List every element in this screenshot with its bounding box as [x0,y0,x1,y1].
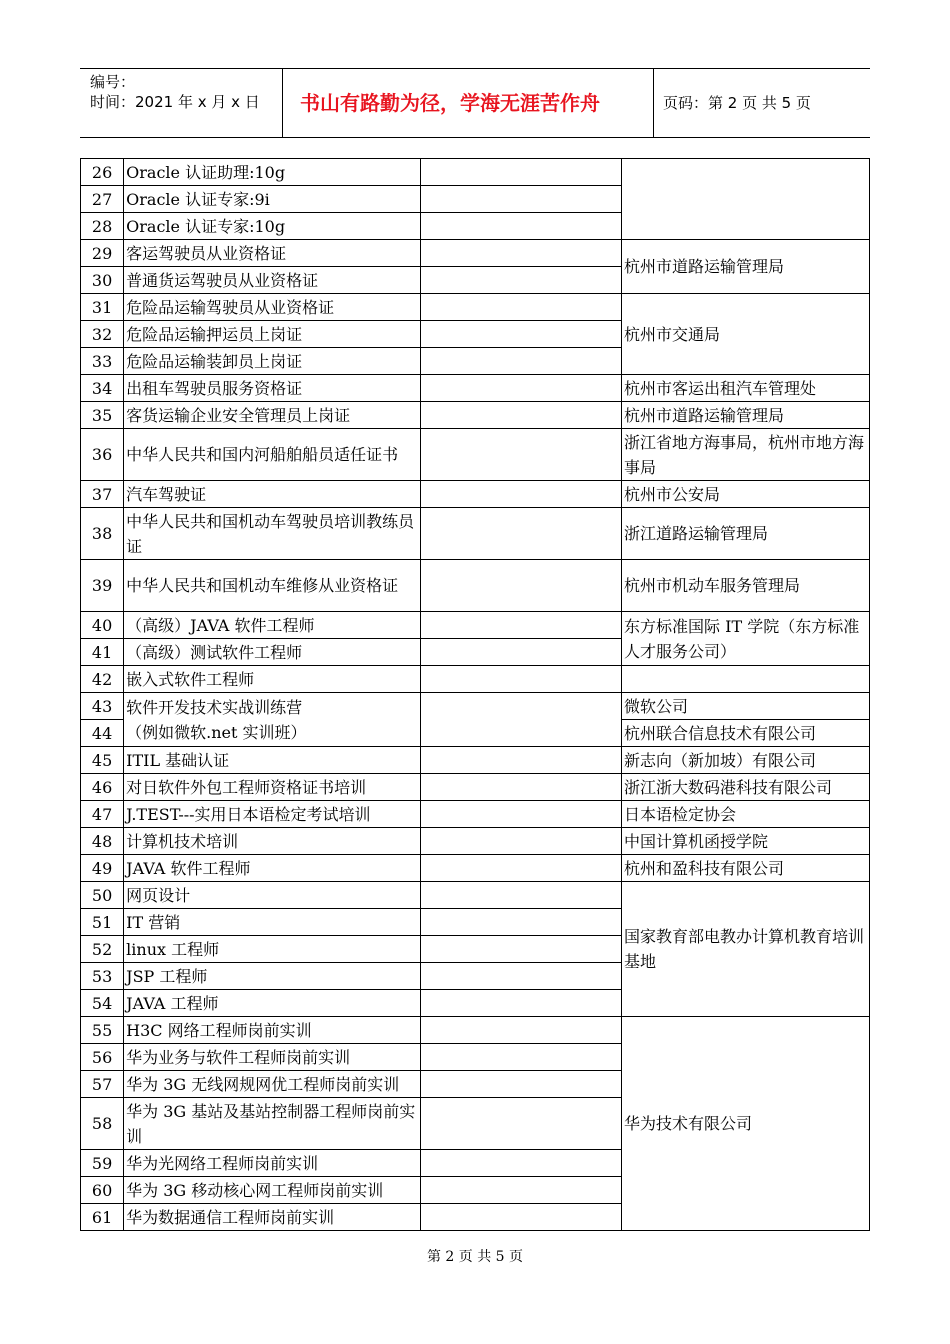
table-row [81,375,870,402]
certificate-name: 华为数据通信工程师岗前实训 [124,1204,421,1231]
issuer-cell: 浙江道路运输管理局 [622,508,870,560]
blank-cell [421,508,622,560]
issuer-cell: 杭州市机动车服务管理局 [622,560,870,612]
row-number: 49 [81,855,124,882]
motto: 书山有路勤为径，学海无涯苦作舟 [300,91,600,115]
blank-cell [421,321,622,348]
certificate-name [124,693,421,747]
table-row [81,882,870,909]
row-number: 59 [81,1150,124,1177]
blank-cell [421,693,622,747]
table-row [81,294,870,321]
issuer-cell [622,666,870,693]
row-number: 27 [81,186,124,213]
table-row [81,747,870,774]
row-number: 43 [81,693,124,720]
header-center [282,69,654,137]
blank-cell [421,429,622,481]
certificate-name: JSP 工程师 [124,963,421,990]
row-number: 50 [81,882,124,909]
table-row [81,1017,870,1044]
table-row [81,612,870,639]
row-number: 60 [81,1177,124,1204]
certificate-name: 嵌入式软件工程师 [124,666,421,693]
row-number: 29 [81,240,124,267]
row-number: 55 [81,1017,124,1044]
certificate-name: 危险品运输装卸员上岗证 [124,348,421,375]
issuer-cell: 杭州市道路运输管理局 [622,402,870,429]
certificate-name: 计算机技术培训 [124,828,421,855]
certificate-name: JAVA 软件工程师 [124,855,421,882]
certificate-name: JAVA 工程师 [124,990,421,1017]
issuer-cell: 微软公司 [622,693,870,720]
issuer-cell [622,159,870,240]
table-row [81,801,870,828]
blank-cell [421,1204,622,1231]
blank-cell [421,1044,622,1071]
row-number: 52 [81,936,124,963]
certificate-name: H3C 网络工程师岗前实训 [124,1017,421,1044]
certificate-name: 华为 3G 无线网规网优工程师岗前实训 [124,1071,421,1098]
row-number: 40 [81,612,124,639]
blank-cell [421,1071,622,1098]
blank-cell [421,1150,622,1177]
row-number: 36 [81,429,124,481]
blank-cell [421,402,622,429]
issuer-cell: 杭州市客运出租汽车管理处 [622,375,870,402]
blank-cell [421,240,622,267]
issuer-cell: 华为技术有限公司 [622,1017,870,1231]
issuer-cell: 杭州市公安局 [622,481,870,508]
certificate-name-line: （例如微软.net 实训班） [126,722,307,742]
row-number: 41 [81,639,124,666]
row-number: 57 [81,1071,124,1098]
table-row [81,693,870,720]
blank-cell [421,612,622,639]
page-label: 页码：第 2 页 共 5 页 [663,94,811,112]
certificate-name: 客货运输企业安全管理员上岗证 [124,402,421,429]
row-number: 44 [81,720,124,747]
blank-cell [421,666,622,693]
row-number: 47 [81,801,124,828]
certificate-name: 普通货运驾驶员从业资格证 [124,267,421,294]
blank-cell [421,159,622,186]
row-number: 31 [81,294,124,321]
row-number: 37 [81,481,124,508]
page-footer: 第 2 页 共 5 页 [426,1249,524,1265]
row-number: 46 [81,774,124,801]
blank-cell [421,213,622,240]
table-row [81,429,870,481]
certificate-name: 华为业务与软件工程师岗前实训 [124,1044,421,1071]
time-label: 时间：2021 年 x 月 x 日 [90,93,260,111]
certificate-name: J.TEST---实用日本语检定考试培训 [124,801,421,828]
row-number: 42 [81,666,124,693]
table-row [81,481,870,508]
certificate-name: （高级）测试软件工程师 [124,639,421,666]
number-label: 编号： [90,73,136,91]
blank-cell [421,375,622,402]
certificate-name: 出租车驾驶员服务资格证 [124,375,421,402]
row-number: 28 [81,213,124,240]
row-number: 56 [81,1044,124,1071]
issuer-cell: 杭州联合信息技术有限公司 [622,720,870,747]
certificate-name: Oracle 认证专家:10g [124,213,421,240]
certificate-name: 中华人民共和国机动车驾驶员培训教练员证 [124,508,421,560]
header-left [80,69,282,137]
certificate-name: Oracle 认证助理:10g [124,159,421,186]
issuer-cell: 新志向（新加坡）有限公司 [622,747,870,774]
row-number: 34 [81,375,124,402]
table-row [81,828,870,855]
issuer-cell: 浙江浙大数码港科技有限公司 [622,774,870,801]
certificate-name: 华为 3G 基站及基站控制器工程师岗前实训 [124,1098,421,1150]
row-number: 51 [81,909,124,936]
row-number: 35 [81,402,124,429]
certificate-name: 中华人民共和国内河船舶船员适任证书 [124,429,421,481]
issuer-cell: 中国计算机函授学院 [622,828,870,855]
certificate-name: ITIL 基础认证 [124,747,421,774]
blank-cell [421,481,622,508]
certificate-name-line: 软件开发技术实战训练营 [126,697,303,717]
certificate-table [80,158,870,1231]
certificate-name: 危险品运输押运员上岗证 [124,321,421,348]
blank-cell [421,747,622,774]
certificate-name: 客运驾驶员从业资格证 [124,240,421,267]
row-number: 30 [81,267,124,294]
certificate-name: 网页设计 [124,882,421,909]
row-number: 33 [81,348,124,375]
row-number: 58 [81,1098,124,1150]
issuer-cell: 杭州市道路运输管理局 [622,240,870,294]
certificate-name: 中华人民共和国机动车维修从业资格证 [124,560,421,612]
row-number: 45 [81,747,124,774]
certificate-name: linux 工程师 [124,936,421,963]
blank-cell [421,639,622,666]
blank-cell [421,294,622,321]
row-number: 53 [81,963,124,990]
certificate-name: 华为 3G 移动核心网工程师岗前实训 [124,1177,421,1204]
blank-cell [421,855,622,882]
table-row [81,508,870,560]
row-number: 48 [81,828,124,855]
certificate-name: 危险品运输驾驶员从业资格证 [124,294,421,321]
blank-cell [421,801,622,828]
blank-cell [421,348,622,375]
table-row [81,240,870,267]
issuer-cell: 杭州市交通局 [622,294,870,375]
row-number: 61 [81,1204,124,1231]
certificate-name: 对日软件外包工程师资格证书培训 [124,774,421,801]
blank-cell [421,963,622,990]
blank-cell [421,990,622,1017]
blank-cell [421,828,622,855]
row-number: 32 [81,321,124,348]
table-row [81,159,870,186]
blank-cell [421,267,622,294]
blank-cell [421,1017,622,1044]
table-row [81,402,870,429]
row-number: 54 [81,990,124,1017]
blank-cell [421,1177,622,1204]
certificate-name: 汽车驾驶证 [124,481,421,508]
blank-cell [421,909,622,936]
header-right [653,69,870,137]
issuer-cell: 浙江省地方海事局，杭州市地方海事局 [622,429,870,481]
certificate-name: （高级）JAVA 软件工程师 [124,612,421,639]
blank-cell [421,560,622,612]
certificate-name: Oracle 认证专家:9i [124,186,421,213]
table-row [81,560,870,612]
blank-cell [421,774,622,801]
blank-cell [421,882,622,909]
row-number: 39 [81,560,124,612]
blank-cell [421,1098,622,1150]
blank-cell [421,186,622,213]
page-header [80,68,870,138]
table-row [81,666,870,693]
issuer-cell: 杭州和盈科技有限公司 [622,855,870,882]
issuer-cell: 东方标准国际 IT 学院（东方标准人才服务公司） [622,612,870,666]
certificate-name: 华为光网络工程师岗前实训 [124,1150,421,1177]
row-number: 38 [81,508,124,560]
certificate-name: IT 营销 [124,909,421,936]
blank-cell [421,936,622,963]
issuer-cell: 国家教育部电教办计算机教育培训基地 [622,882,870,1017]
table-row [81,774,870,801]
table-row [81,855,870,882]
issuer-cell: 日本语检定协会 [622,801,870,828]
row-number: 26 [81,159,124,186]
